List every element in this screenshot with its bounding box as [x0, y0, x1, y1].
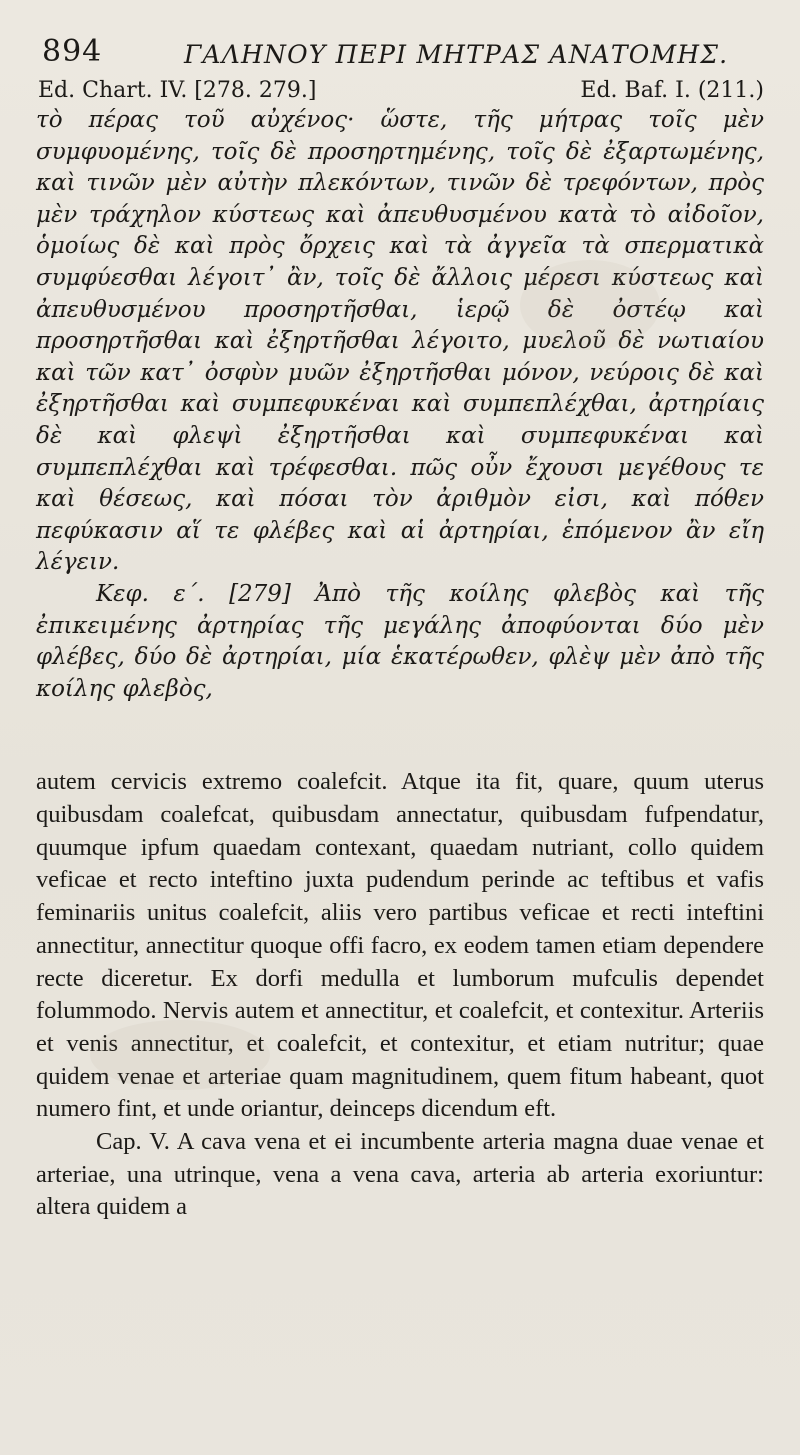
latin-text — [36, 766, 764, 1224]
latin-paragraph: autem cervicis extremo coalefcit. Atque ita fit, quare, quum uterus quibusdam coalefcat, quibusdam annectatur, quibusdam fufpendatur, quumque ipfum quaedam contexant, quaedam nutriant, collo quidem veficae et recto inteftino juxta pudendum perinde ac teftibus et vafis feminariis unitus coalefcit, aliis vero partibus veficae et recti inteftini annectitur, annectitur quoque offi facro, ex eodem tamen etiam dependere recte diceretur. Ex dorfi medulla et lumborum mufculis dependet folummodo. Nervis autem et annectitur, et coalefcit, et contexitur. Arteriis et venis annectitur, et coalefcit, et contexitur, et etiam nutritur; quae quidem venae et arteriae quam magnitudinem, quem fitum habeant, quot numero fint, et unde oriantur, deinceps dicendum eft. — [36, 768, 764, 1123]
edition-reference-left: Ed. Chart. IV. [278. 279.] — [38, 78, 317, 103]
greek-chapter-text: Ἀπὸ τῆς κοίλης φλεβὸς καὶ τῆς ἐπικειμένης ἀρτηρίας τῆς μεγάλης ἀποφύονται δύο μὲν φλέβες, δύο δὲ ἀρτηρίαι, μία ἑκατέρωθεν, φλὲψ μὲν ἀπὸ τῆς κοίλης φλεβὸς, — [36, 580, 765, 702]
greek-paragraph: τὸ πέρας τοῦ αὐχένος· ὥστε, τῆς μήτρας τοῖς μὲν συμφυομένης, τοῖς δὲ προσηρτημένης, τοῖς δὲ ἐξαρτωμένης, καὶ τινῶν μὲν αὐτὴν πλεκόντων, τινῶν δὲ τρεφόντων, πρὸς μὲν τράχηλον κύστεως καὶ ἀπευθυσμένου κατὰ τὸ αἰδοῖον, ὁμοίως δὲ καὶ πρὸς ὄρχεις καὶ τὰ ἀγγεῖα τὰ σπερματικὰ συμφύεσθαι λέγοιτ᾽ ἂν, τοῖς δὲ ἄλλοις μέρεσι κύστεως καὶ ἀπευθυσμένου προσηρτῆσθαι, ἱερῷ δὲ ὀστέῳ καὶ προσηρτῆσθαι καὶ ἐξηρτῆσθαι λέγοιτο, μυελοῦ δὲ νωτιαίου καὶ τῶν κατ᾽ ὀσφὺν μυῶν ἐξηρτῆσθαι μόνον, νεύροις δὲ καὶ ἐξηρτῆσθαι καὶ συμπεφυκέναι καὶ συμπεπλέχθαι, ἀρτηρίαις δὲ καὶ φλεψὶ ἐξηρτῆσθαι καὶ συμπεφυκέναι καὶ συμπεπλέχθαι καὶ τρέφεσθαι. πῶς οὖν ἔχουσι μεγέθους τε καὶ θέσεως, καὶ πόσαι τὸν ἀριθμὸν εἰσι, καὶ πόθεν πεφύκασιν αἵ τε φλέβες καὶ αἱ ἀρτηρίαι, ἑπόμενον ἂν εἴη λέγειν. — [36, 107, 764, 576]
latin-chapter-paragraph: Cap. V. A cava vena et ei incumbente arteria magna duae venae et arteriae, una utrinque, vena a vena cava, arteria ab arteria exoriuntur: altera quidem a — [36, 1128, 764, 1221]
edition-reference-right: Ed. Baf. I. (211.) — [580, 78, 764, 103]
chapter-page-ref: [279] — [229, 580, 291, 607]
greek-text — [36, 105, 764, 705]
running-title: ΓΑΛΗΝΟΥ ΠΕΡΙ ΜΗΤΡΑΣ ΑΝΑΤΟΜΗΣ. — [184, 40, 729, 69]
running-head — [36, 22, 764, 72]
chapter-label: Κεφ. ε΄. — [96, 580, 205, 607]
page-number: 894 — [42, 34, 103, 69]
edition-line — [38, 78, 764, 103]
show-through-text — [36, 721, 764, 743]
greek-chapter-paragraph — [36, 579, 764, 705]
